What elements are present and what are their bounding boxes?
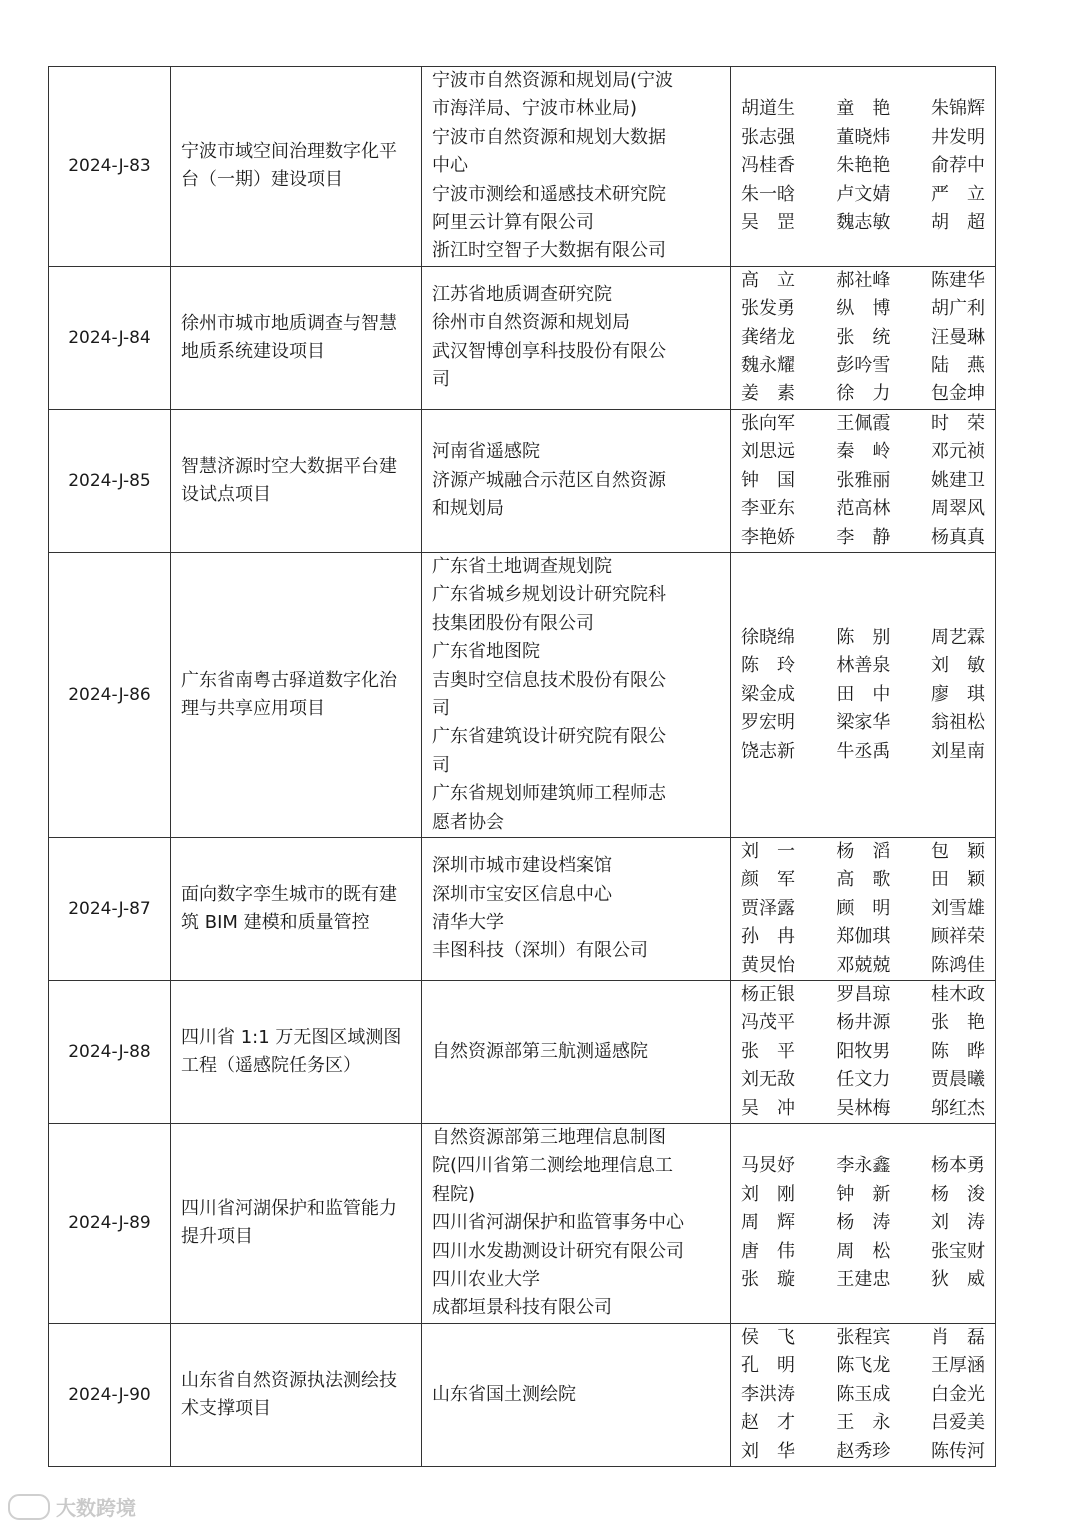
organization-line: 武汉智博创享科技股份有限公 xyxy=(432,340,666,362)
personnel-grid xyxy=(741,267,985,409)
organization-line: 四川农业大学 xyxy=(432,1269,540,1291)
person-name: 井发明 xyxy=(931,126,985,148)
table-row xyxy=(49,67,996,267)
organization-line: 济源产城融合示范区自然资源 xyxy=(432,469,666,491)
person-name: 刘 华 xyxy=(741,1440,795,1462)
organization-line: 自然资源部第三航测遥感院 xyxy=(432,1040,648,1062)
person-name: 杨 滔 xyxy=(836,840,891,862)
organization-line: 宁波市自然资源和规划局(宁波 xyxy=(432,70,674,91)
watermark-text: 大数跨境 xyxy=(56,1496,136,1520)
person-name: 李洪涛 xyxy=(741,1383,795,1405)
person-name: 刘 一 xyxy=(741,840,795,862)
person-name: 严 立 xyxy=(931,183,985,205)
person-name: 时 荣 xyxy=(931,412,985,434)
organizations-cell xyxy=(422,837,731,980)
person-name: 李 静 xyxy=(836,526,891,548)
organization-line: 广东省土地调查规划院 xyxy=(432,555,612,577)
person-name: 吴林梅 xyxy=(836,1097,891,1119)
person-name: 翁祖松 xyxy=(931,712,985,734)
person-name: 陈 玲 xyxy=(741,655,795,677)
person-name: 罗宏明 xyxy=(741,712,795,734)
person-name: 彭吟雪 xyxy=(836,355,891,377)
personnel-cell xyxy=(731,837,996,980)
person-name: 梁家华 xyxy=(836,712,891,734)
organization-line: 河南省遥感院 xyxy=(432,441,540,463)
organizations-cell xyxy=(422,409,731,552)
person-name: 高 立 xyxy=(741,269,795,291)
table-row xyxy=(49,266,996,409)
person-name: 黄炅怡 xyxy=(741,954,795,976)
person-name: 张 统 xyxy=(836,326,891,348)
person-name: 罗昌琼 xyxy=(836,984,891,1005)
project-name: 智慧济源时空大数据平台建设试点项目 xyxy=(171,409,422,552)
person-name: 朱锦辉 xyxy=(931,98,985,120)
person-name: 周 辉 xyxy=(741,1212,795,1234)
person-name: 刘星南 xyxy=(931,740,985,762)
project-id: 2024-J-84 xyxy=(49,266,171,409)
project-id: 2024-J-89 xyxy=(49,1124,171,1324)
person-name: 牛丞禹 xyxy=(836,740,891,762)
person-name: 刘 敏 xyxy=(931,655,985,677)
personnel-cell xyxy=(731,67,996,267)
person-name: 梁金成 xyxy=(741,683,795,705)
project-name: 山东省自然资源执法测绘技术支撑项目 xyxy=(171,1323,422,1466)
person-name: 贾泽露 xyxy=(741,897,795,919)
organization-line: 吉奥时空信息技术股份有限公 xyxy=(432,669,666,691)
person-name: 姜 素 xyxy=(741,383,795,405)
table-row xyxy=(49,1323,996,1466)
organizations-cell xyxy=(422,266,731,409)
person-name: 郑伽琪 xyxy=(836,926,891,948)
project-name: 徐州市城市地质调查与智慧地质系统建设项目 xyxy=(171,266,422,409)
person-name: 贾晨曦 xyxy=(931,1069,985,1091)
person-name: 董晓炜 xyxy=(836,126,891,148)
person-name: 吴 冲 xyxy=(741,1097,795,1119)
person-name: 杨真真 xyxy=(931,526,985,548)
organization-line: 深圳市宝安区信息中心 xyxy=(432,883,612,905)
person-name: 颜 军 xyxy=(741,869,795,891)
person-name: 张 璇 xyxy=(741,1269,795,1291)
person-name: 刘雪雄 xyxy=(931,897,985,919)
personnel-cell xyxy=(731,552,996,837)
organization-line: 司 xyxy=(432,754,450,776)
person-name: 陈鸿佳 xyxy=(931,954,985,976)
person-name: 陈传河 xyxy=(931,1440,985,1462)
person-name: 周翠风 xyxy=(931,498,985,520)
person-name: 张向军 xyxy=(741,412,795,434)
weibo-logo-icon xyxy=(8,1494,50,1520)
person-name: 任文力 xyxy=(836,1069,891,1091)
organization-line: 宁波市自然资源和规划大数据 xyxy=(432,126,666,148)
person-name: 肖 磊 xyxy=(931,1326,985,1348)
person-name: 饶志新 xyxy=(741,740,795,762)
person-name: 张程宾 xyxy=(836,1326,891,1348)
person-name: 杨 涛 xyxy=(836,1212,891,1234)
project-id: 2024-J-87 xyxy=(49,837,171,980)
organization-line: 司 xyxy=(432,369,450,391)
personnel-cell xyxy=(731,1124,996,1324)
person-name: 陈建华 xyxy=(931,269,985,291)
person-name: 邬红杰 xyxy=(931,1097,985,1119)
organizations-cell xyxy=(422,981,731,1124)
personnel-cell xyxy=(731,409,996,552)
person-name: 杨本勇 xyxy=(931,1155,985,1177)
person-name: 汪曼琳 xyxy=(931,326,985,348)
organization-line: 徐州市自然资源和规划局 xyxy=(432,312,630,334)
person-name: 姚建卫 xyxy=(931,469,985,491)
personnel-grid xyxy=(741,981,985,1123)
project-name: 四川省河湖保护和监管能力提升项目 xyxy=(171,1124,422,1324)
person-name: 陈 晔 xyxy=(931,1040,985,1062)
table-row xyxy=(49,409,996,552)
person-name: 赵秀珍 xyxy=(836,1440,891,1462)
table-row xyxy=(49,552,996,837)
person-name: 郝社峰 xyxy=(836,269,891,291)
person-name: 徐 力 xyxy=(836,383,891,405)
organization-line: 程院) xyxy=(432,1183,476,1205)
organization-line: 丰图科技（深圳）有限公司 xyxy=(432,940,648,962)
organization-line: 四川省河湖保护和监管事务中心 xyxy=(432,1212,684,1234)
organization-line: 中心 xyxy=(432,155,468,177)
person-name: 张 艳 xyxy=(931,1012,985,1034)
organization-line: 广东省地图院 xyxy=(432,641,540,663)
person-name: 范高林 xyxy=(836,498,891,520)
person-name: 杨正银 xyxy=(741,984,795,1005)
person-name: 田 中 xyxy=(836,683,891,705)
person-name: 张雅丽 xyxy=(836,469,891,491)
person-name: 童 艳 xyxy=(836,98,891,120)
personnel-grid xyxy=(741,838,985,980)
person-name: 张志强 xyxy=(741,126,795,148)
project-name: 四川省 1:1 万无图区域测图工程（遥感院任务区） xyxy=(171,981,422,1124)
person-name: 俞荐中 xyxy=(931,155,985,177)
personnel-cell xyxy=(731,1323,996,1466)
person-name: 魏志敏 xyxy=(836,212,891,234)
person-name: 陈 别 xyxy=(836,626,891,648)
organizations-cell xyxy=(422,1124,731,1324)
person-name: 胡道生 xyxy=(741,98,795,120)
person-name: 秦 岭 xyxy=(836,441,891,463)
person-name: 李永鑫 xyxy=(836,1155,891,1177)
person-name: 刘无敌 xyxy=(741,1069,795,1091)
organization-line: 宁波市测绘和遥感技术研究院 xyxy=(432,183,666,205)
person-name: 陈玉成 xyxy=(836,1383,891,1405)
person-name: 冯茂平 xyxy=(741,1012,795,1034)
person-name: 顾祥荣 xyxy=(931,926,985,948)
person-name: 朱艳艳 xyxy=(836,155,891,177)
person-name: 王厚涵 xyxy=(931,1355,985,1377)
organization-line: 四川水发勘测设计研究有限公司 xyxy=(432,1240,684,1262)
organization-line: 院(四川省第二测绘地理信息工 xyxy=(432,1155,674,1177)
person-name: 张 平 xyxy=(741,1040,795,1062)
person-name: 孙 冉 xyxy=(741,926,795,948)
organization-line: 技集团股份有限公司 xyxy=(432,612,594,634)
organizations-cell xyxy=(422,552,731,837)
person-name: 周艺霖 xyxy=(931,626,985,648)
person-name: 徐晓绵 xyxy=(741,626,795,648)
personnel-cell xyxy=(731,981,996,1124)
person-name: 邓元祯 xyxy=(931,441,985,463)
awards-table-body xyxy=(49,67,996,1467)
organization-line: 司 xyxy=(432,697,450,719)
personnel-grid xyxy=(741,1324,985,1466)
awards-table xyxy=(48,66,996,1467)
organization-line: 广东省城乡规划设计研究院科 xyxy=(432,584,666,606)
person-name: 胡 超 xyxy=(931,212,985,234)
project-id: 2024-J-90 xyxy=(49,1323,171,1466)
person-name: 林善泉 xyxy=(836,655,891,677)
person-name: 阳牧男 xyxy=(836,1040,891,1062)
person-name: 桂木政 xyxy=(931,984,985,1005)
personnel-grid xyxy=(741,1152,985,1294)
person-name: 刘思远 xyxy=(741,441,795,463)
organization-line: 山东省国土测绘院 xyxy=(432,1383,576,1405)
person-name: 狄 威 xyxy=(931,1269,985,1291)
person-name: 周 松 xyxy=(836,1240,891,1262)
person-name: 赵 才 xyxy=(741,1412,795,1434)
organization-line: 深圳市城市建设档案馆 xyxy=(432,855,612,877)
project-id: 2024-J-86 xyxy=(49,552,171,837)
person-name: 纵 博 xyxy=(836,298,891,320)
organization-line: 成都垣景科技有限公司 xyxy=(432,1297,612,1319)
personnel-cell xyxy=(731,266,996,409)
person-name: 龚绪龙 xyxy=(741,326,795,348)
project-name: 广东省南粤古驿道数字化治理与共享应用项目 xyxy=(171,552,422,837)
personnel-grid xyxy=(741,95,985,237)
person-name: 钟 新 xyxy=(836,1183,891,1205)
personnel-grid xyxy=(741,624,985,766)
person-name: 刘 涛 xyxy=(931,1212,985,1234)
organization-line: 和规划局 xyxy=(432,498,504,520)
person-name: 朱一晗 xyxy=(741,183,795,205)
person-name: 张宝财 xyxy=(931,1240,985,1262)
organization-line: 江苏省地质调查研究院 xyxy=(432,284,612,306)
project-name: 宁波市域空间治理数字化平台（一期）建设项目 xyxy=(171,67,422,267)
project-id: 2024-J-88 xyxy=(49,981,171,1124)
table-row xyxy=(49,1124,996,1324)
person-name: 卢文婧 xyxy=(836,183,891,205)
person-name: 魏永耀 xyxy=(741,355,795,377)
person-name: 冯桂香 xyxy=(741,155,795,177)
person-name: 高 歌 xyxy=(836,869,891,891)
organization-line: 广东省规划师建筑师工程师志 xyxy=(432,783,666,805)
person-name: 吴 罡 xyxy=(741,212,795,234)
person-name: 侯 飞 xyxy=(741,1326,795,1348)
person-name: 白金光 xyxy=(931,1383,985,1405)
person-name: 陈飞龙 xyxy=(836,1355,891,1377)
person-name: 陆 燕 xyxy=(931,355,985,377)
project-id: 2024-J-83 xyxy=(49,67,171,267)
organization-line: 浙江时空智子大数据有限公司 xyxy=(432,240,666,262)
person-name: 王建忠 xyxy=(836,1269,891,1291)
organization-line: 愿者协会 xyxy=(432,811,504,833)
person-name: 田 颖 xyxy=(931,869,985,891)
person-name: 王佩霞 xyxy=(836,412,891,434)
person-name: 张发勇 xyxy=(741,298,795,320)
organization-line: 市海洋局、宁波市林业局) xyxy=(432,98,638,120)
person-name: 钟 国 xyxy=(741,469,795,491)
organizations-cell xyxy=(422,67,731,267)
person-name: 唐 伟 xyxy=(741,1240,795,1262)
organization-line: 清华大学 xyxy=(432,911,504,933)
table-row xyxy=(49,837,996,980)
person-name: 胡广利 xyxy=(931,298,985,320)
person-name: 刘 刚 xyxy=(741,1183,795,1205)
person-name: 杨 浚 xyxy=(931,1183,985,1205)
organizations-cell xyxy=(422,1323,731,1466)
person-name: 杨井源 xyxy=(836,1012,891,1034)
personnel-grid xyxy=(741,410,985,552)
table-row xyxy=(49,981,996,1124)
person-name: 包 颖 xyxy=(931,840,985,862)
project-name: 面向数字孪生城市的既有建筑 BIM 建模和质量管控 xyxy=(171,837,422,980)
organization-line: 自然资源部第三地理信息制图 xyxy=(432,1127,666,1149)
person-name: 孔 明 xyxy=(741,1355,795,1377)
person-name: 吕爱美 xyxy=(931,1412,985,1434)
person-name: 李艳娇 xyxy=(741,526,795,548)
project-id: 2024-J-85 xyxy=(49,409,171,552)
organization-line: 阿里云计算有限公司 xyxy=(432,212,594,234)
person-name: 廖 琪 xyxy=(931,683,985,705)
organization-line: 广东省建筑设计研究院有限公 xyxy=(432,726,666,748)
person-name: 邓兢兢 xyxy=(836,954,891,976)
person-name: 顾 明 xyxy=(836,897,891,919)
person-name: 王 永 xyxy=(836,1412,891,1434)
person-name: 包金坤 xyxy=(931,383,985,405)
person-name: 李亚东 xyxy=(741,498,795,520)
person-name: 马炅妤 xyxy=(741,1155,795,1177)
watermark xyxy=(8,1492,136,1521)
